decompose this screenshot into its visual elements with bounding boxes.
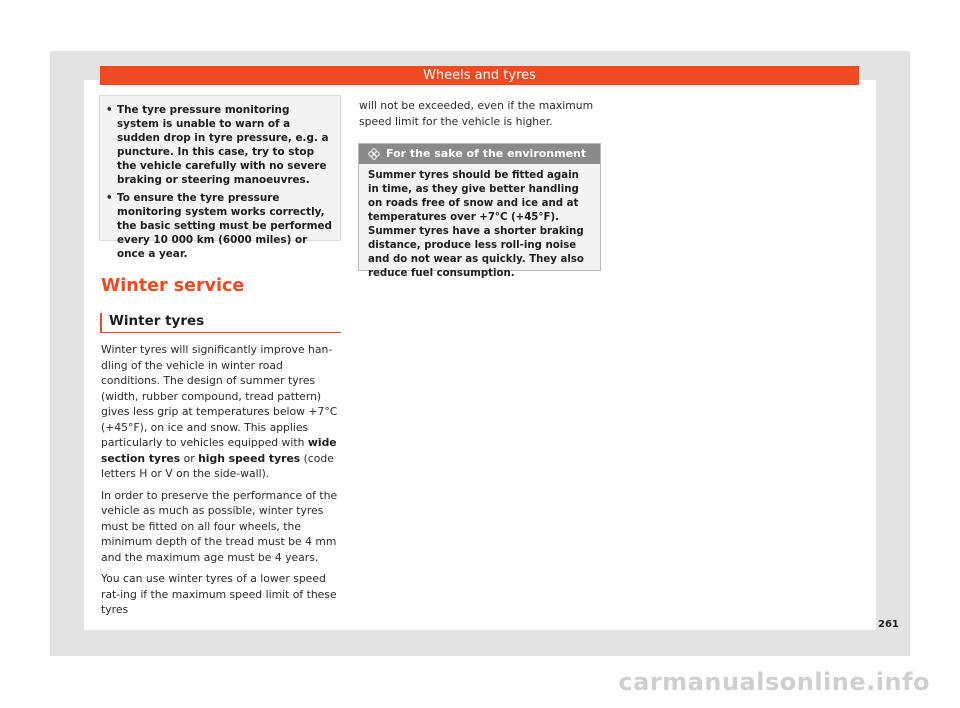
warning-box xyxy=(99,95,341,260)
bold-term: high speed tyres xyxy=(198,451,301,465)
section-title: Winter service xyxy=(101,276,245,296)
environment-note-body: Summer tyres should be fitted again in time, as they give better handling on roads free of snow and ice and at temperatures over +7°C (+45°F). Summer tyres have a shorter braking distance, produce less roll-ing noise and do not wear as quickly. They also reduce fuel consumption. xyxy=(368,170,584,279)
paragraph: In order to preserve the performance of the vehicle as much as possible, winter tyres must be fitted on all four wheels, the minimum depth of the tread must be 4 mm and the maximum age must be 4 years. xyxy=(101,488,338,564)
page-number: 261 xyxy=(878,619,899,630)
environment-note-title: For the sake of the environment xyxy=(386,147,587,160)
warning-list xyxy=(106,103,334,261)
chapter-header: Wheels and tyres xyxy=(100,66,859,85)
body-text-column-2: will not be exceeded, even if the maximum speed limit for the vehicle is higher. xyxy=(359,99,594,128)
body-text-column-1 xyxy=(101,342,345,624)
warning-item: • The tyre pressure monitoring system is unable to warn of a sudden drop in tyre pressure, e.g. a puncture. In this case, try to stop the vehicle carefully with no severe braking or steering manoeuvres. xyxy=(106,103,334,187)
paragraph: Winter tyres will significantly improve han-dling of the vehicle in winter road conditions. The design of summer tyres (width, rubber compound, tread pattern) gives less grip at temperatures below +7°C (+45°F), on ice and snow. This applies particularly to vehicles equipped with wide section tyres or high speed tyres (code letters H or V on the side-wall). xyxy=(101,343,338,480)
warning-item: • To ensure the tyre pressure monitoring system works correctly, the basic setting must be performed every 10 000 km (6000 miles) or once a year. xyxy=(106,191,334,261)
flower-icon xyxy=(368,148,380,160)
section-subtitle: Winter tyres xyxy=(100,313,341,333)
paragraph: You can use winter tyres of a lower speed rat-ing if the maximum speed limit of these tyres xyxy=(101,572,337,616)
watermark: carmanualsonline.info xyxy=(618,668,930,696)
bold-term: wide section tyres xyxy=(101,436,337,465)
environment-note-box xyxy=(358,143,601,279)
environment-note-header xyxy=(359,144,600,164)
